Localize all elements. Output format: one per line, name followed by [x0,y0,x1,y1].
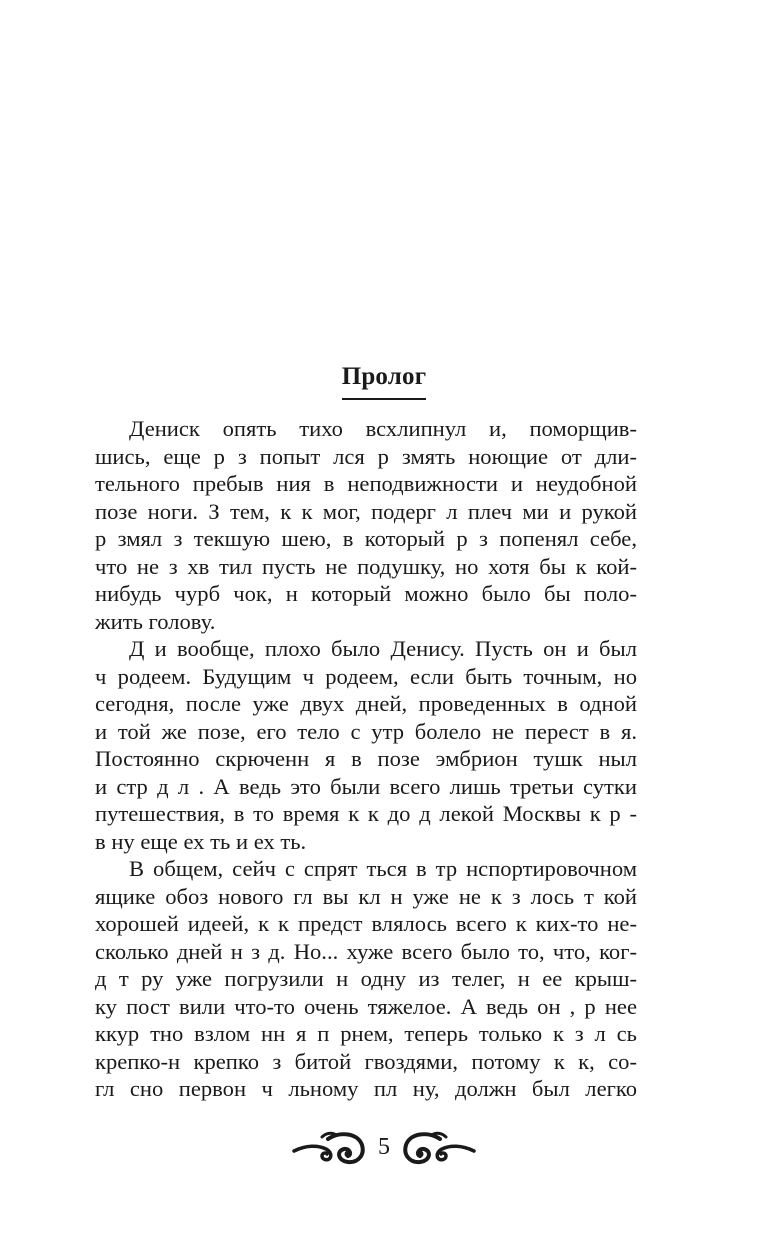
text-line: позе ноги. З тем, к к мог, подерг л плеч ми и рукой [95,498,637,524]
text-line: крепко-н крепко з битой гвоздями, потому к к, со- [95,1048,637,1074]
text-line: ч родеем. Будущим ч родеем, если быть точным, но [95,663,637,689]
text-line: и той же позе, его тело с утр болело не перест в я. [95,718,637,744]
text-line: тельного пребыв ния в неподвижности и неудобной [95,471,637,496]
text-line: сколько дней н з д. Но... хуже всего было то, что, ког- [95,938,637,964]
text-line: Д и вообще, плохо было Денису. Пусть он и был [129,636,637,661]
text-line: ккур тно взлом нн я п рнем, теперь только к з л сь [95,1021,637,1046]
text-line: и стр д л . А ведь это были всего лишь третьи сутки [95,773,637,799]
text-line: в ну еще ех ть и ех ть. [95,828,307,854]
paragraph [95,855,637,1103]
text-line: сегодня, после уже двух дней, проведенных в одной [95,691,637,716]
body-text [95,415,637,1103]
text-line: хорошей идеей, к к предст влялось всего к ких-то не- [95,911,637,936]
text-line: Дениск опять тихо всхлипнул и, поморщив- [129,416,637,441]
chapter-heading [0,362,768,400]
left-ornament-icon [292,1127,366,1167]
chapter-title: Пролог [342,362,427,400]
text-line: д т ру уже погрузили н одну из телег, н ее крыш- [95,966,637,991]
page-footer [0,1122,768,1172]
paragraph [95,415,637,635]
right-ornament-icon [402,1127,476,1167]
text-line: путешествия, в то время к к до д лекой Москвы к р - [95,801,637,826]
text-line: шись, еще р з попыт лся р змять ноющие от дли- [95,443,637,469]
text-line: ку пост вили что-то очень тяжелое. А ведь он , р нее [95,993,637,1019]
text-line: нибудь чурб чок, н который можно было бы поло- [95,581,637,606]
text-line: В общем, сейч с спрят ться в тр нспортировочном [129,856,637,881]
page-number: 5 [378,1134,390,1160]
text-line: ящике обоз нового гл вы кл н уже не к з лось т кой [95,883,637,909]
text-line: жить голову. [95,608,216,634]
text-line: гл сно первон ч льному пл ну, должн был легко [95,1076,637,1101]
paragraph [95,635,637,855]
text-line: Постоянно скрюченн я в позе эмбрион тушк ныл [95,746,637,771]
text-line: что не з хв тил пусть не подушку, но хотя бы к кой- [95,553,637,579]
text-line: р змял з текшую шею, в который р з попенял себе, [95,526,637,551]
